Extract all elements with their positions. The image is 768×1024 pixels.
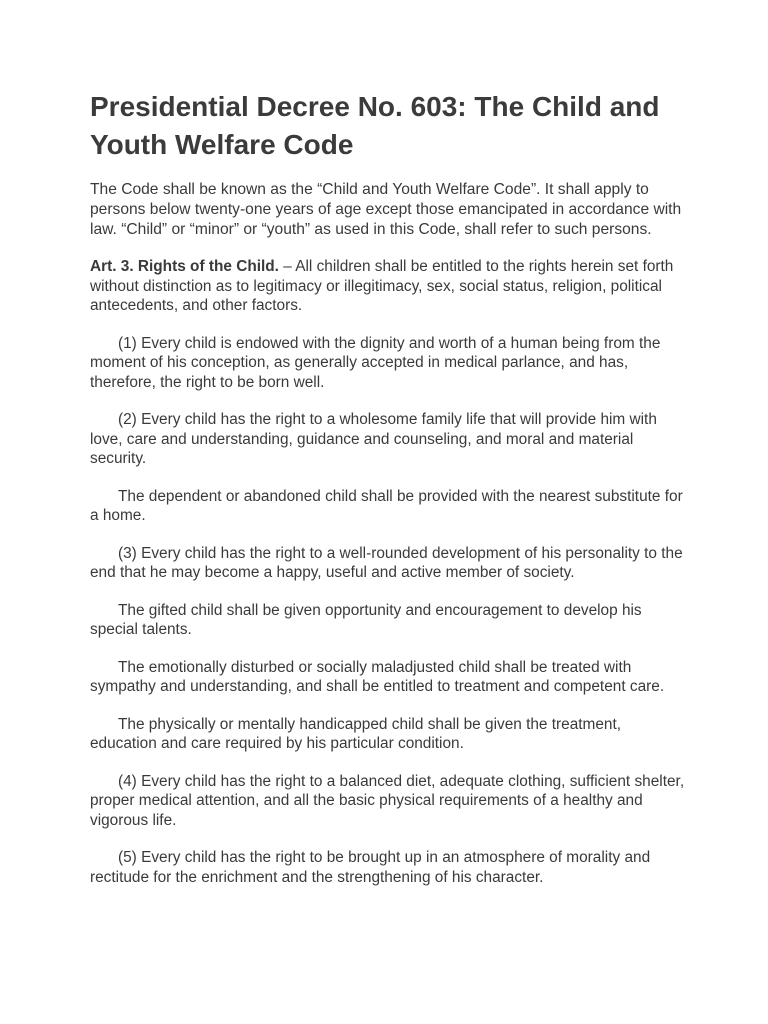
paragraph-right-2: (2) Every child has the right to a wholesome family life that will provide him with love, care and understanding, guidance and counseling, and moral and material security.: [90, 411, 657, 467]
paragraph-right-3: (3) Every child has the right to a well-rounded development of his personality to the end that he may become a happy, useful and active member of society.: [90, 544, 683, 581]
paragraph-right-1: (1) Every child is endowed with the dignity and worth of a human being from the moment of his conception, as generally accepted in medical parlance, and has, therefore, the right to be born well.: [90, 334, 661, 391]
page-title: Presidential Decree No. 603: The Child and Youth Welfare Code: [90, 91, 660, 160]
article-heading: Art. 3. Rights of the Child.: [90, 258, 279, 275]
paragraph-dependent-child: The dependent or abandoned child shall be provided with the nearest substitute for a home.: [90, 487, 683, 524]
intro-paragraph: The Code shall be known as the “Child and Youth Welfare Code”. It shall apply to persons below twenty-one years of age except those emancipated in accordance with law. “Child” or “minor” or “youth” as used in this Code, shall refer to such persons.: [90, 181, 682, 238]
article-text: – All children shall be entitled to the rights herein set forth without distinction as to legitimacy or illegitimacy, sex, social status, religion, political antecedents, and other factors.: [90, 258, 674, 314]
paragraph-right-5: (5) Every child has the right to be brought up in an atmosphere of morality and rectitude for the enrichment and the strengthening of his character.: [90, 849, 651, 886]
document-page: [90, 88, 686, 905]
paragraph-right-4: (4) Every child has the right to a balanced diet, adequate clothing, sufficient shelter, proper medical attention, and all the basic physical requirements of a healthy and vigorous life.: [90, 772, 685, 829]
article-3-paragraph: [90, 257, 686, 316]
paragraph-gifted-child: The gifted child shall be given opportunity and encouragement to develop his special talents.: [90, 601, 642, 638]
paragraph-handicapped-child: The physically or mentally handicapped child shall be given the treatment, education and care required by his particular condition.: [90, 715, 622, 752]
paragraph-disturbed-child: The emotionally disturbed or socially maladjusted child shall be treated with sympathy and understanding, and shall be entitled to treatment and competent care.: [90, 658, 665, 695]
